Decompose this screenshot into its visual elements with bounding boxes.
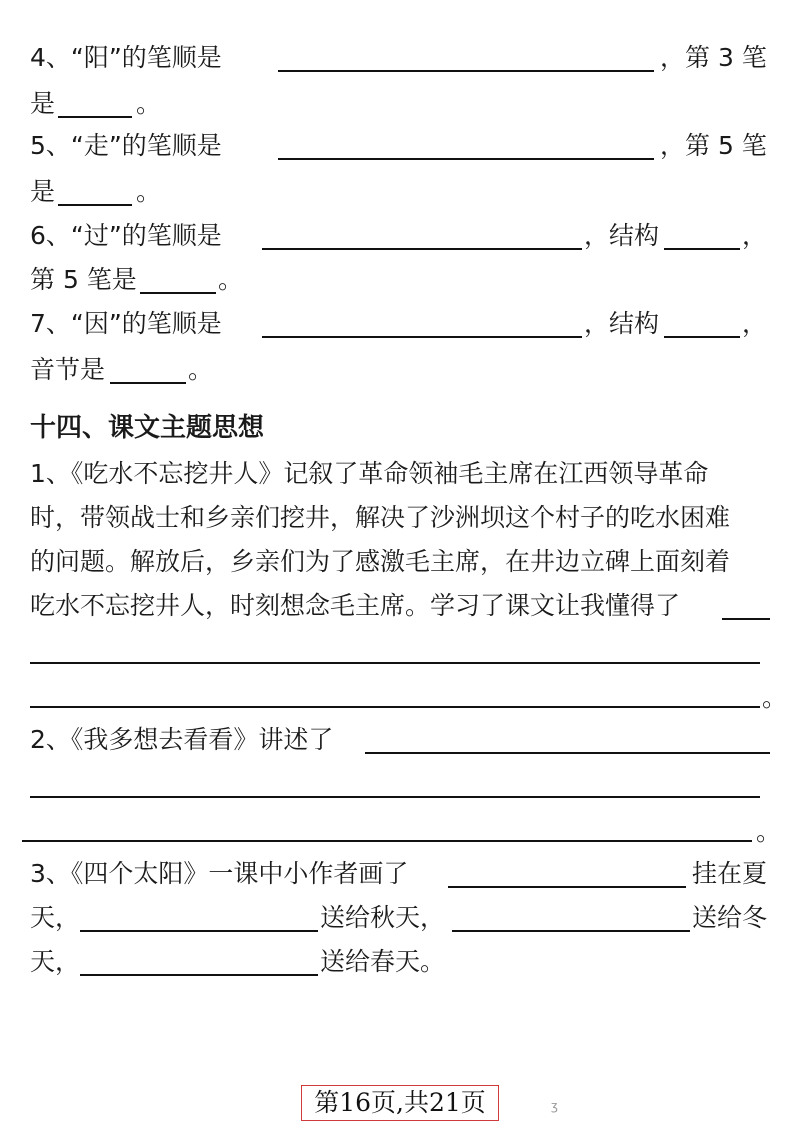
q7-text: 7、“因”的笔顺是 [30, 309, 222, 338]
q6-stroke-blank[interactable] [140, 292, 216, 294]
q4-text: 4、“阳”的笔顺是 [30, 43, 222, 72]
q6-structure-blank[interactable] [664, 248, 740, 250]
q7-syllable-blank[interactable] [110, 382, 186, 384]
s-q3-autumn-blank[interactable] [80, 930, 318, 932]
q4-end: 。 [136, 89, 162, 118]
q5-text-2: 是 [30, 177, 56, 206]
q7-comma: ， [742, 309, 768, 338]
s-q3-spring-blank[interactable] [80, 974, 318, 976]
s-q1-answer-blank-3[interactable] [30, 706, 760, 708]
s-q3-winter-blank[interactable] [452, 930, 690, 932]
q6-stroke-order-blank[interactable] [262, 248, 582, 250]
q4-stroke-blank[interactable] [58, 116, 132, 118]
q6-comma: ， [742, 221, 768, 250]
q6-text-2: 第 5 笔是 [30, 265, 137, 294]
q6-text: 6、“过”的笔顺是 [30, 221, 222, 250]
q7-text-structure: ，结构 [584, 309, 660, 338]
q4-text-right: ，第 3 笔 [660, 43, 767, 72]
q4-text-2: 是 [30, 89, 56, 118]
q4-line1 [30, 36, 222, 80]
s-q1-line4: 吃水不忘挖井人，时刻想念毛主席。学习了课文让我懂得了 [30, 591, 681, 620]
q5-text-right: ，第 5 笔 [660, 131, 767, 160]
q6-text-structure: ，结构 [584, 221, 660, 250]
s-q3-text-4: 送给秋天， [320, 903, 446, 932]
section-heading: 十四、课文主题思想 [30, 413, 265, 443]
q5-text: 5、“走”的笔顺是 [30, 131, 222, 160]
s-q1-line3: 的问题。解放后，乡亲们为了感激毛主席，在井边立碑上面刻着 [30, 547, 731, 576]
s-q1-answer-blank-2[interactable] [30, 662, 760, 664]
scan-mark: ʒ [551, 1099, 558, 1113]
s-q2-answer-blank-2[interactable] [30, 796, 760, 798]
s-q1-line2: 时，带领战士和乡亲们挖井，解决了沙洲坝这个村子的吃水困难 [30, 503, 731, 532]
s-q2-answer-blank-1[interactable] [365, 752, 770, 754]
s-q3-text-3: 天， [30, 903, 81, 932]
s-q2-answer-blank-3[interactable] [22, 840, 752, 842]
q4-stroke-order-blank[interactable] [278, 70, 654, 72]
q7-stroke-order-blank[interactable] [262, 336, 582, 338]
q5-stroke-blank[interactable] [58, 204, 132, 206]
q6-end: 。 [218, 265, 244, 294]
q4-line2 [30, 82, 55, 126]
q5-end: 。 [136, 177, 162, 206]
s-q3-text-6: 天， [30, 947, 81, 976]
s-q3-text-7: 送给春天。 [320, 947, 446, 976]
s-q1-answer-blank-1[interactable] [722, 618, 770, 620]
s-q1-end: 。 [762, 683, 788, 712]
q7-text-2: 音节是 [30, 355, 106, 384]
q7-end: 。 [188, 355, 214, 384]
q5-stroke-order-blank[interactable] [278, 158, 654, 160]
s-q3-text-2: 挂在夏 [692, 859, 768, 888]
page-number-label: 第16页,共21页 [301, 1085, 499, 1121]
s-q2-end: 。 [756, 817, 782, 846]
s-q3-summer-blank[interactable] [448, 886, 686, 888]
s-q3-text-5: 送给冬 [692, 903, 768, 932]
s-q2-line1: 2、《我多想去看看》讲述了 [30, 725, 334, 754]
s-q3-text-1: 3、《四个太阳》一课中小作者画了 [30, 859, 409, 888]
s-q1-line1: 1、《吃水不忘挖井人》记叙了革命领袖毛主席在江西领导革命 [30, 459, 709, 488]
q7-structure-blank[interactable] [664, 336, 740, 338]
